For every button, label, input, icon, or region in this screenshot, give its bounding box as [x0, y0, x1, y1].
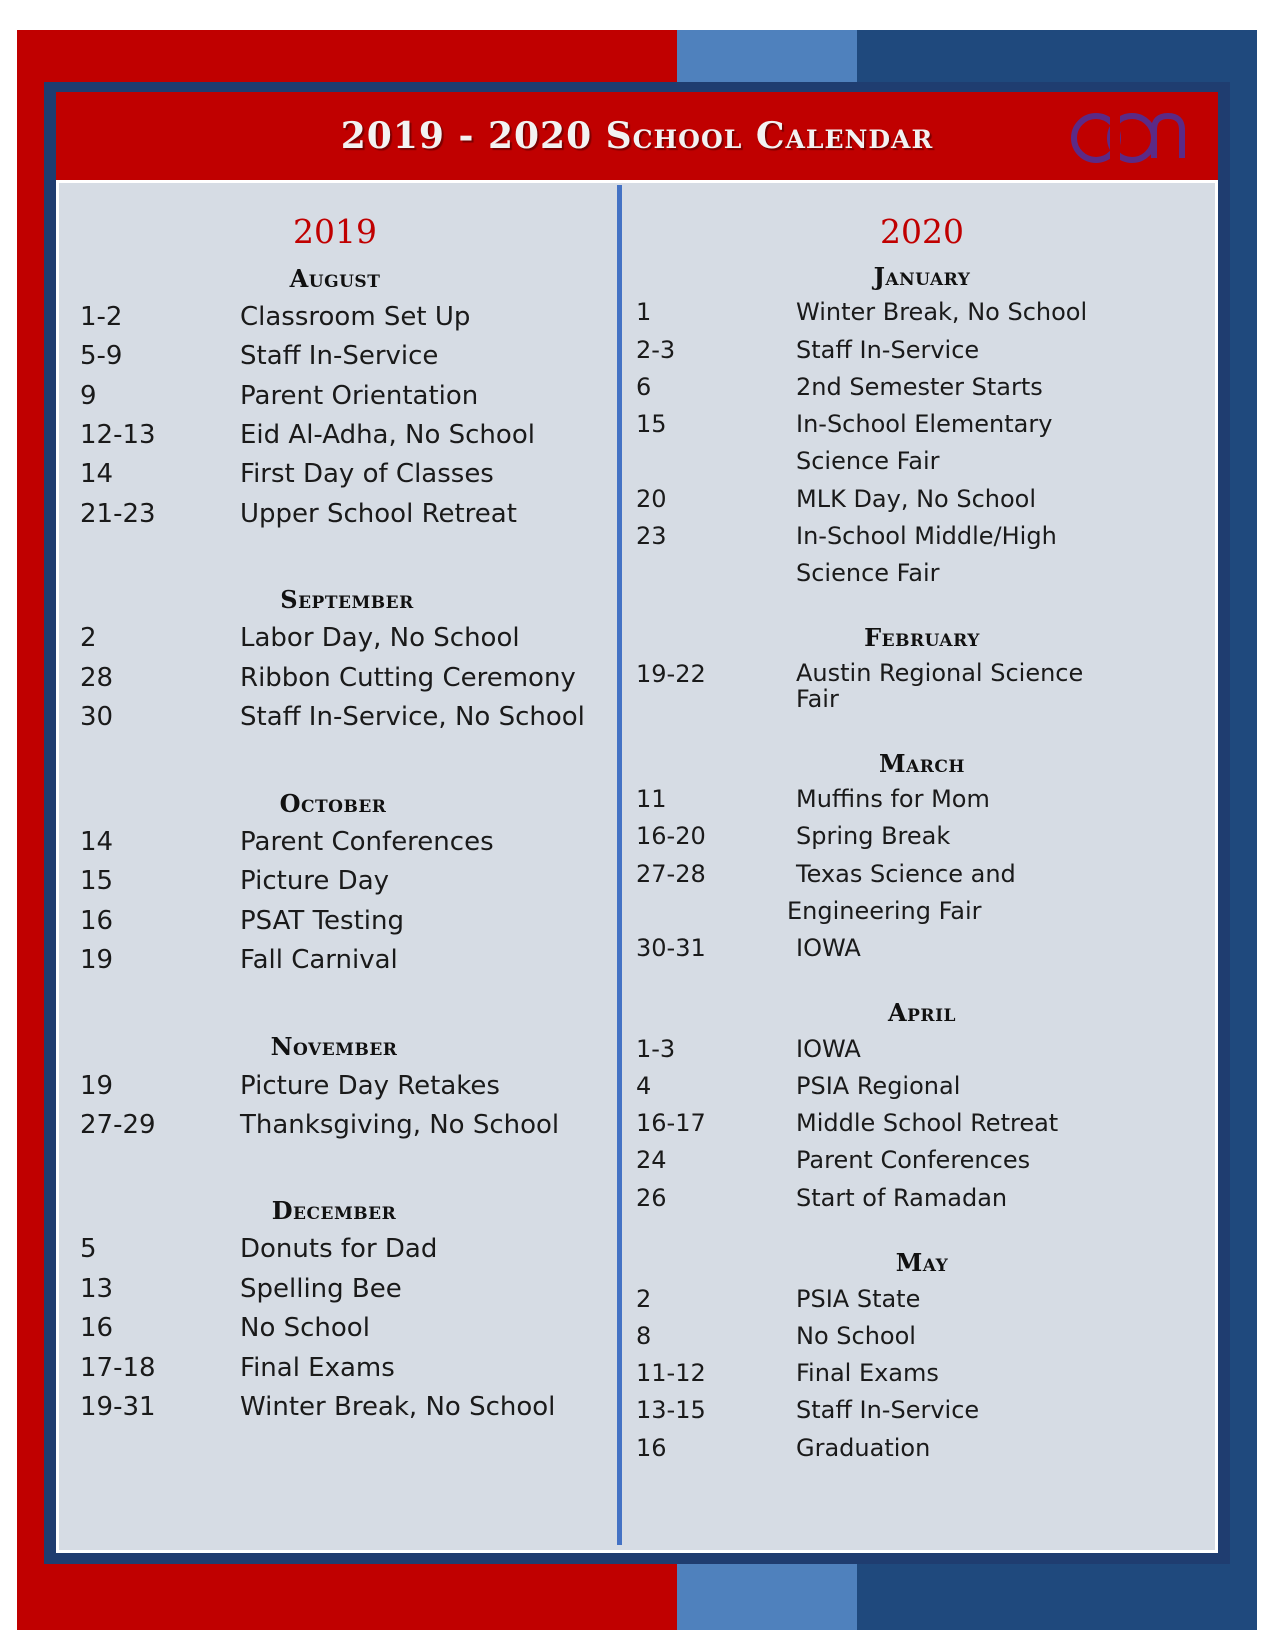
month-heading: November [270, 1032, 398, 1061]
event-title: Spring Break [796, 822, 951, 850]
month-heading: February [864, 623, 980, 652]
event-date: 14 [80, 827, 114, 857]
event-date: 16 [80, 1313, 114, 1343]
event-date: 9 [80, 381, 97, 411]
page-title: 2019 - 2020 School Calendar [340, 115, 934, 157]
month-heading: March [879, 749, 965, 778]
event-date: 2 [636, 1285, 652, 1313]
event-title: Classroom Set Up [240, 302, 471, 332]
event-title: Final Exams [796, 1359, 939, 1387]
event-date: 27-28 [636, 860, 706, 888]
event-title: First Day of Classes [240, 459, 494, 489]
event-date: 19-22 [636, 660, 706, 688]
event-title: Fall Carnival [240, 945, 398, 975]
column-divider [617, 185, 622, 1545]
event-title: No School [796, 1322, 916, 1350]
event-title: Middle School Retreat [796, 1109, 1059, 1137]
event-date: 15 [80, 866, 114, 896]
event-date: 16 [80, 906, 114, 936]
event-date: 19 [80, 945, 114, 975]
event-date: 11 [636, 785, 667, 813]
event-date: 5 [80, 1234, 97, 1264]
event-date: 4 [636, 1072, 652, 1100]
event-title: Picture Day [240, 866, 390, 896]
event-date: 1 [636, 298, 652, 326]
month-heading: April [888, 998, 956, 1027]
event-date: 5-9 [80, 341, 123, 371]
event-date: 15 [636, 410, 667, 438]
event-date: 20 [636, 485, 667, 513]
event-title: Parent Orientation [240, 381, 479, 411]
event-title: MLK Day, No School [796, 485, 1037, 513]
event-title: Eid Al-Adha, No School [240, 420, 535, 450]
event-date: 1-2 [80, 302, 123, 332]
month-heading: September [280, 585, 414, 614]
event-title: Start of Ramadan [796, 1184, 1008, 1212]
event-title: In-School Middle/High [796, 522, 1057, 550]
event-date: 16 [636, 1434, 667, 1462]
event-date: 17-18 [80, 1353, 156, 1383]
event-title: Muffins for Mom [796, 785, 990, 813]
event-title: Staff In-Service [796, 1396, 980, 1424]
event-title: Thanksgiving, No School [240, 1110, 560, 1140]
event-title: Spelling Bee [240, 1274, 402, 1304]
event-title: Science Fair [796, 559, 940, 587]
event-date: 30 [80, 702, 114, 732]
event-title: Parent Conferences [796, 1146, 1031, 1174]
calendar-header [56, 92, 1218, 183]
event-date: 14 [80, 459, 114, 489]
event-title: 2nd Semester Starts [796, 373, 1043, 401]
event-date: 28 [80, 663, 114, 693]
event-date: 16-20 [636, 822, 706, 850]
event-title: Picture Day Retakes [240, 1071, 500, 1101]
event-date: 2 [80, 623, 97, 653]
event-title: PSIA State [796, 1285, 921, 1313]
event-date: 1-3 [636, 1035, 676, 1063]
event-title: Upper School Retreat [240, 499, 517, 529]
year-heading: 2020 [880, 212, 964, 251]
event-date: 26 [636, 1184, 667, 1212]
event-title: Staff In-Service [796, 336, 980, 364]
month-heading: January [873, 262, 971, 291]
event-title: No School [240, 1313, 370, 1343]
event-title: Ribbon Cutting Ceremony [240, 663, 576, 693]
event-title: Graduation [796, 1434, 931, 1462]
event-date: 27-29 [80, 1110, 156, 1140]
event-title: Winter Break, No School [240, 1392, 556, 1422]
month-heading: October [279, 789, 387, 818]
event-date: 13-15 [636, 1396, 706, 1424]
event-date: 21-23 [80, 499, 156, 529]
event-date: 19-31 [80, 1392, 156, 1422]
event-title: IOWA [796, 934, 861, 962]
event-title: PSAT Testing [240, 906, 404, 936]
event-title: IOWA [796, 1035, 861, 1063]
event-title: PSIA Regional [796, 1072, 961, 1100]
event-title: Austin Regional Science Fair [796, 659, 1084, 713]
event-date: 8 [636, 1322, 652, 1350]
event-date: 19 [80, 1071, 114, 1101]
month-heading: August [289, 264, 381, 293]
month-heading: May [895, 1248, 949, 1277]
event-date: 11-12 [636, 1359, 706, 1387]
month-heading: December [271, 1196, 397, 1225]
event-title: Donuts for Dad [240, 1234, 438, 1264]
event-title: Staff In-Service, No School [240, 702, 585, 732]
event-title: Texas Science and [796, 860, 1016, 888]
event-title: Staff In-Service [240, 341, 439, 371]
event-date: 2-3 [636, 336, 676, 364]
event-date: 23 [636, 522, 667, 550]
event-title: Labor Day, No School [240, 623, 520, 653]
school-logo-icon [1068, 100, 1198, 172]
event-title: Winter Break, No School [796, 298, 1088, 326]
event-date: 13 [80, 1274, 114, 1304]
event-date: 12-13 [80, 420, 156, 450]
event-title: Parent Conferences [240, 827, 494, 857]
event-date: 6 [636, 373, 652, 401]
year-heading: 2019 [293, 212, 377, 251]
event-title: In-School Elementary [796, 410, 1053, 438]
event-date: 16-17 [636, 1109, 706, 1137]
event-title: Final Exams [240, 1353, 395, 1383]
event-date: 24 [636, 1146, 667, 1174]
event-date: 30-31 [636, 934, 706, 962]
event-title: Science Fair [796, 447, 940, 475]
event-title: Engineering Fair [787, 897, 982, 925]
